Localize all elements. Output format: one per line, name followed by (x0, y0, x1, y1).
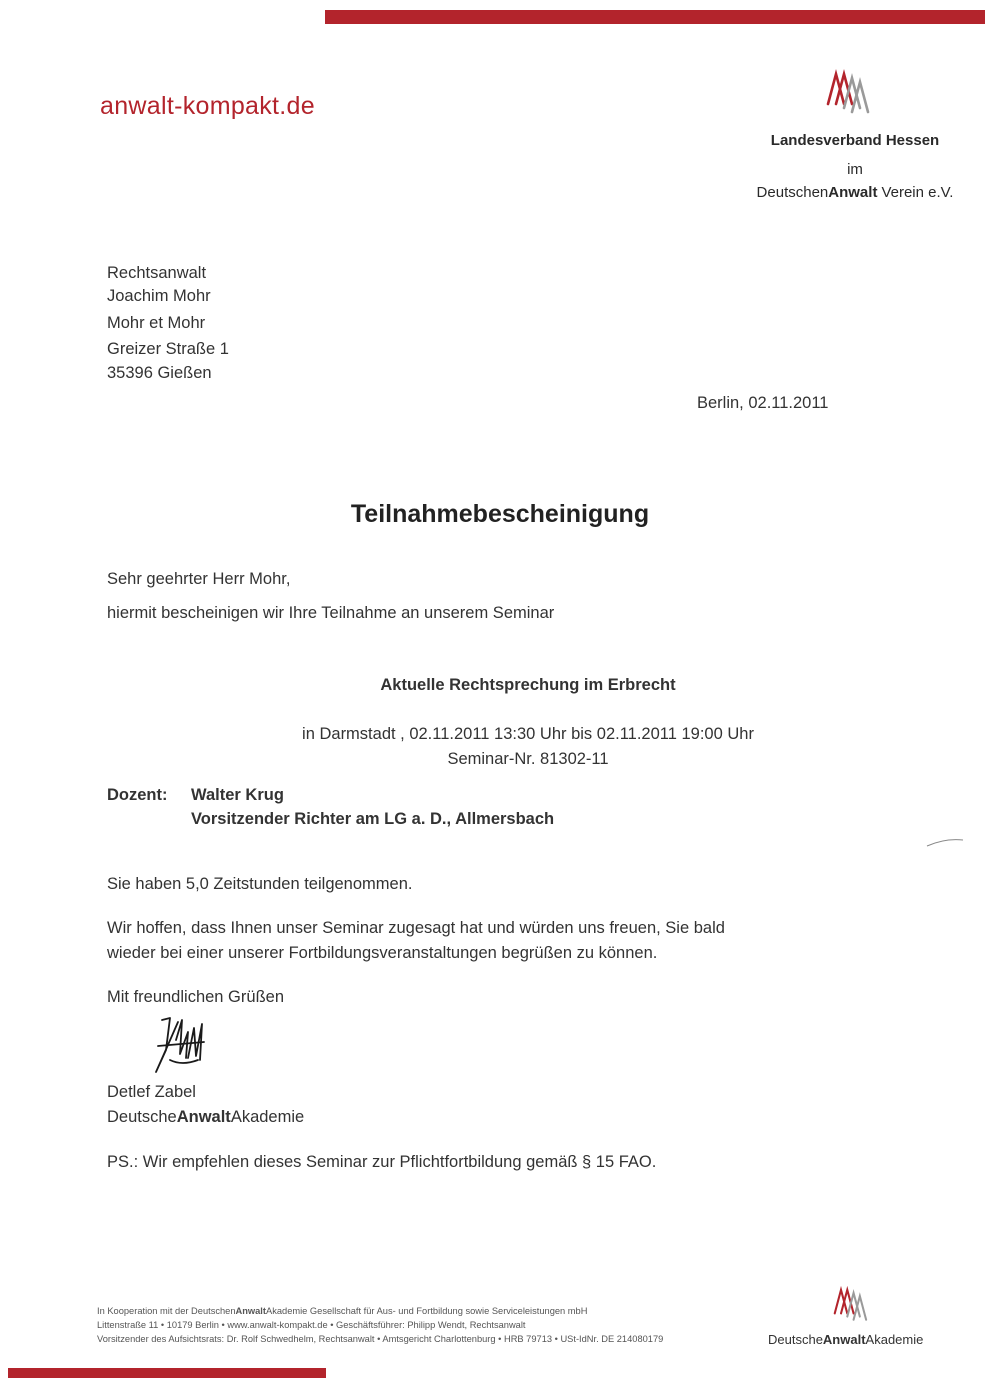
lecturer-position: Vorsitzender Richter am LG a. D., Allmersbach (191, 810, 555, 828)
footer-line: Littenstraße 11 • 10179 Berlin • www.anwalt-kompakt.de • Geschäftsführer: Philipp Wendt, Rechtsanwalt (97, 1320, 526, 1330)
pen-mark (925, 838, 965, 848)
intro-text: hiermit bescheinigen wir Ihre Teilnahme an unserem Seminar (107, 604, 555, 622)
recipient-line: Rechtsanwalt (107, 264, 207, 282)
recipient-line: Joachim Mohr (107, 287, 211, 305)
greeting: Mit freundlichen Grüßen (107, 988, 284, 1006)
closing-text-line: Wir hoffen, dass Ihnen unser Seminar zugesagt hat und würden uns freuen, Sie bald (107, 919, 725, 937)
signature-image (148, 1010, 218, 1080)
footer-line: Vorsitzender des Aufsichtsrats: Dr. Rolf Schwedhelm, Rechtsanwalt • Amtsgericht Charlottenburg • HRB 79713 • USt-IdNr. DE 214080179 (97, 1334, 664, 1344)
lecturer-name: Walter Krug (191, 786, 284, 804)
brand-name: anwalt-kompakt.de (100, 92, 315, 120)
seminar-when: in Darmstadt , 02.11.2011 13:30 Uhr bis 02.11.2011 19:00 Uhr (302, 725, 754, 743)
lecturer-label: Dozent: (107, 786, 168, 804)
recipient-line: 35396 Gießen (107, 364, 212, 382)
top-accent-bar (325, 10, 985, 24)
seminar-number: Seminar-Nr. 81302-11 (447, 750, 609, 768)
signer-org: DeutscheAnwaltAkademie (107, 1108, 305, 1126)
seminar-name: Aktuelle Rechtsprechung im Erbrecht (380, 676, 676, 694)
page-title: Teilnahmebescheinigung (350, 500, 650, 528)
footer-line: In Kooperation mit der DeutschenAnwaltAkademie Gesellschaft für Aus- und Fortbildung sowie Serviceleistungen mbH (97, 1306, 588, 1316)
org-line-verein: DeutschenAnwalt Verein e.V. (756, 184, 954, 201)
letter-date: Berlin, 02.11.2011 (697, 394, 829, 412)
org-name: Landesverband Hessen (770, 132, 940, 149)
hours-text: Sie haben 5,0 Zeitstunden teilgenommen. (107, 875, 413, 893)
dav-logo-icon (822, 64, 878, 120)
recipient-line: Mohr et Mohr (107, 314, 206, 332)
bottom-accent-bar (8, 1368, 326, 1378)
signer-name: Detlef Zabel (107, 1083, 196, 1101)
salutation: Sehr geehrter Herr Mohr, (107, 570, 291, 588)
org-line-im: im (847, 161, 863, 178)
footer-akademie-name: DeutscheAnwaltAkademie (768, 1332, 924, 1347)
akademie-logo-icon (830, 1282, 874, 1326)
closing-text-line: wieder bei einer unserer Fortbildungsveranstaltungen begrüßen zu können. (107, 944, 658, 962)
ps-note: PS.: Wir empfehlen dieses Seminar zur Pflichtfortbildung gemäß § 15 FAO. (107, 1153, 657, 1171)
recipient-line: Greizer Straße 1 (107, 340, 229, 358)
